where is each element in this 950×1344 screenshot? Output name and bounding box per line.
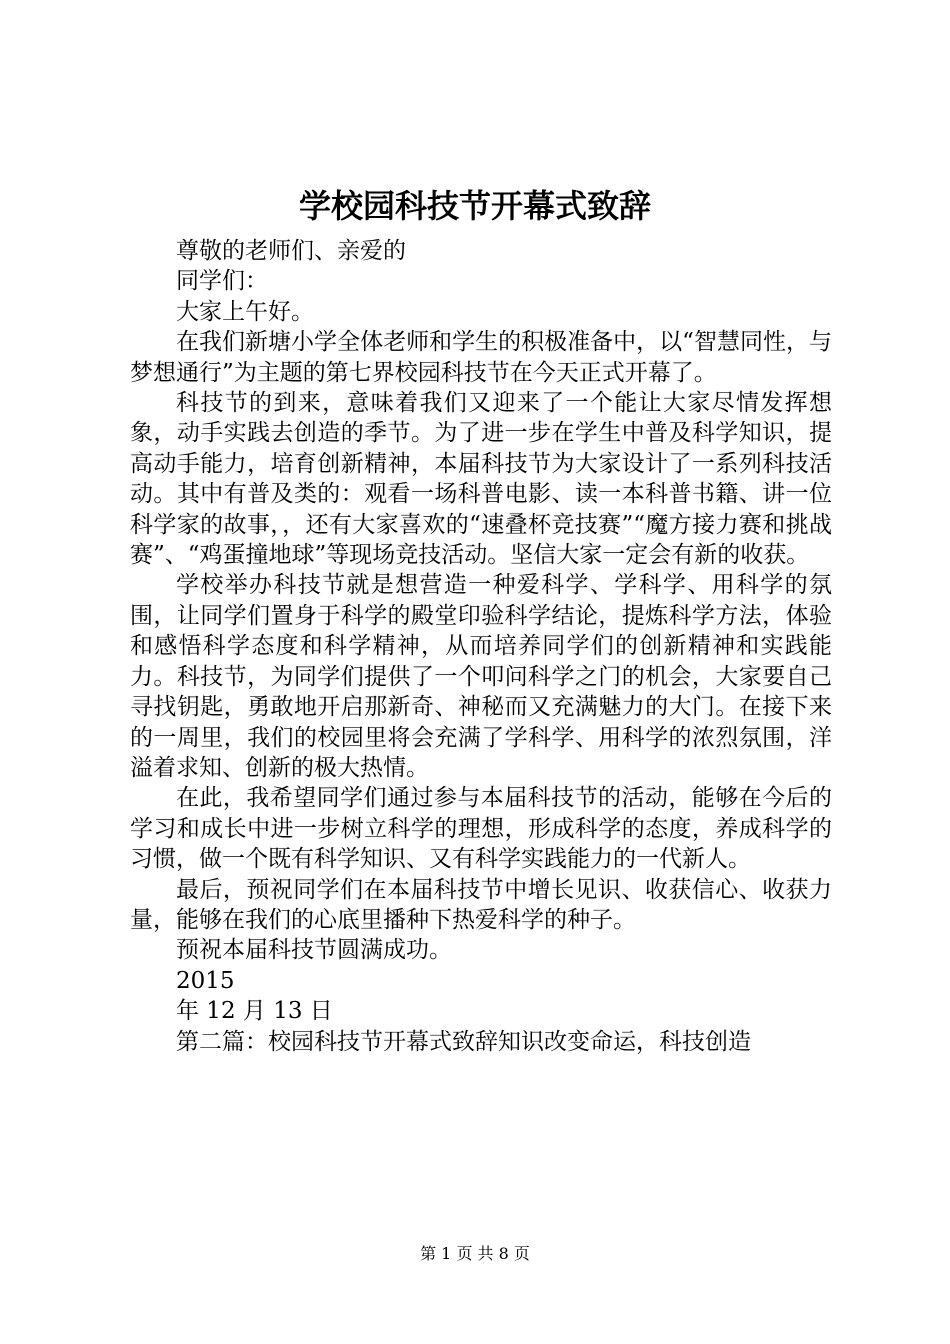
document-body	[130, 236, 832, 1057]
paragraph-purpose: 学校举办科技节就是想营造一种爱科学、学科学、用科学的氛围，让同学们置身于科学的殿堂印验科学结论，提炼科学方法，体验和感悟科学态度和科学精神，从而培养同学们的创新精神和实践能力。科技节，为同学们提供了一个叩问科学之门的机会，大家要自己寻找钥匙，勇敢地开启那新奇、神秘而又充满魅力的大门。在接下来的一周里，我们的校园里将会充满了学科学、用科学的浓烈氛围，洋溢着求知、创新的极大热情。	[130, 572, 832, 781]
closing-line: 预祝本届科技节圆满成功。	[176, 937, 452, 964]
document-title: 学校园科技节开幕式致辞	[298, 187, 651, 225]
date-year: 2015	[176, 967, 235, 994]
salutation-line-2: 同学们：	[176, 268, 268, 295]
paragraph-activities: 科技节的到来，意味着我们又迎来了一个能让大家尽情发挥想象，动手实践去创造的季节。为了进一步在学生中普及科学知识，提高动手能力，培育创新精神，本届科技节为大家设计了一系列科技活动。其中有普及类的：观看一场科普电影、读一本科普书籍、讲一位科学家的故事，，还有大家喜欢的“速叠杯竞技赛”“魔方接力赛和挑战赛”、“鸡蛋撞地球”等现场竞技活动。坚信大家一定会有新的收获。	[130, 390, 832, 569]
next-article-heading: 第二篇：校园科技节开幕式致辞知识改变命运，科技创造	[176, 1028, 751, 1055]
greeting: 大家上午好。	[176, 298, 314, 325]
paragraph-hope: 在此，我希望同学们通过参与本届科技节的活动，能够在今后的学习和成长中进一步树立科学的理想，形成科学的态度，养成科学的习惯，做一个既有科学知识、又有科学实践能力的一代新人。	[130, 785, 832, 873]
paragraph-opening: 在我们新塘小学全体老师和学生的积极准备中，以“智慧同性，与梦想通行”为主题的第七界校园科技节在今天正式开幕了。	[130, 329, 832, 386]
salutation-line-1: 尊敬的老师们、亲爱的	[176, 238, 406, 264]
date-month-day: 年 12 月 13 日	[176, 998, 333, 1025]
page-number-footer: 第 1 页 共 8 页	[420, 1244, 530, 1263]
paragraph-wishes: 最后，预祝同学们在本届科技节中增长见识、收获信心、收获力量，能够在我们的心底里播种下热爱科学的种子。	[130, 876, 832, 933]
